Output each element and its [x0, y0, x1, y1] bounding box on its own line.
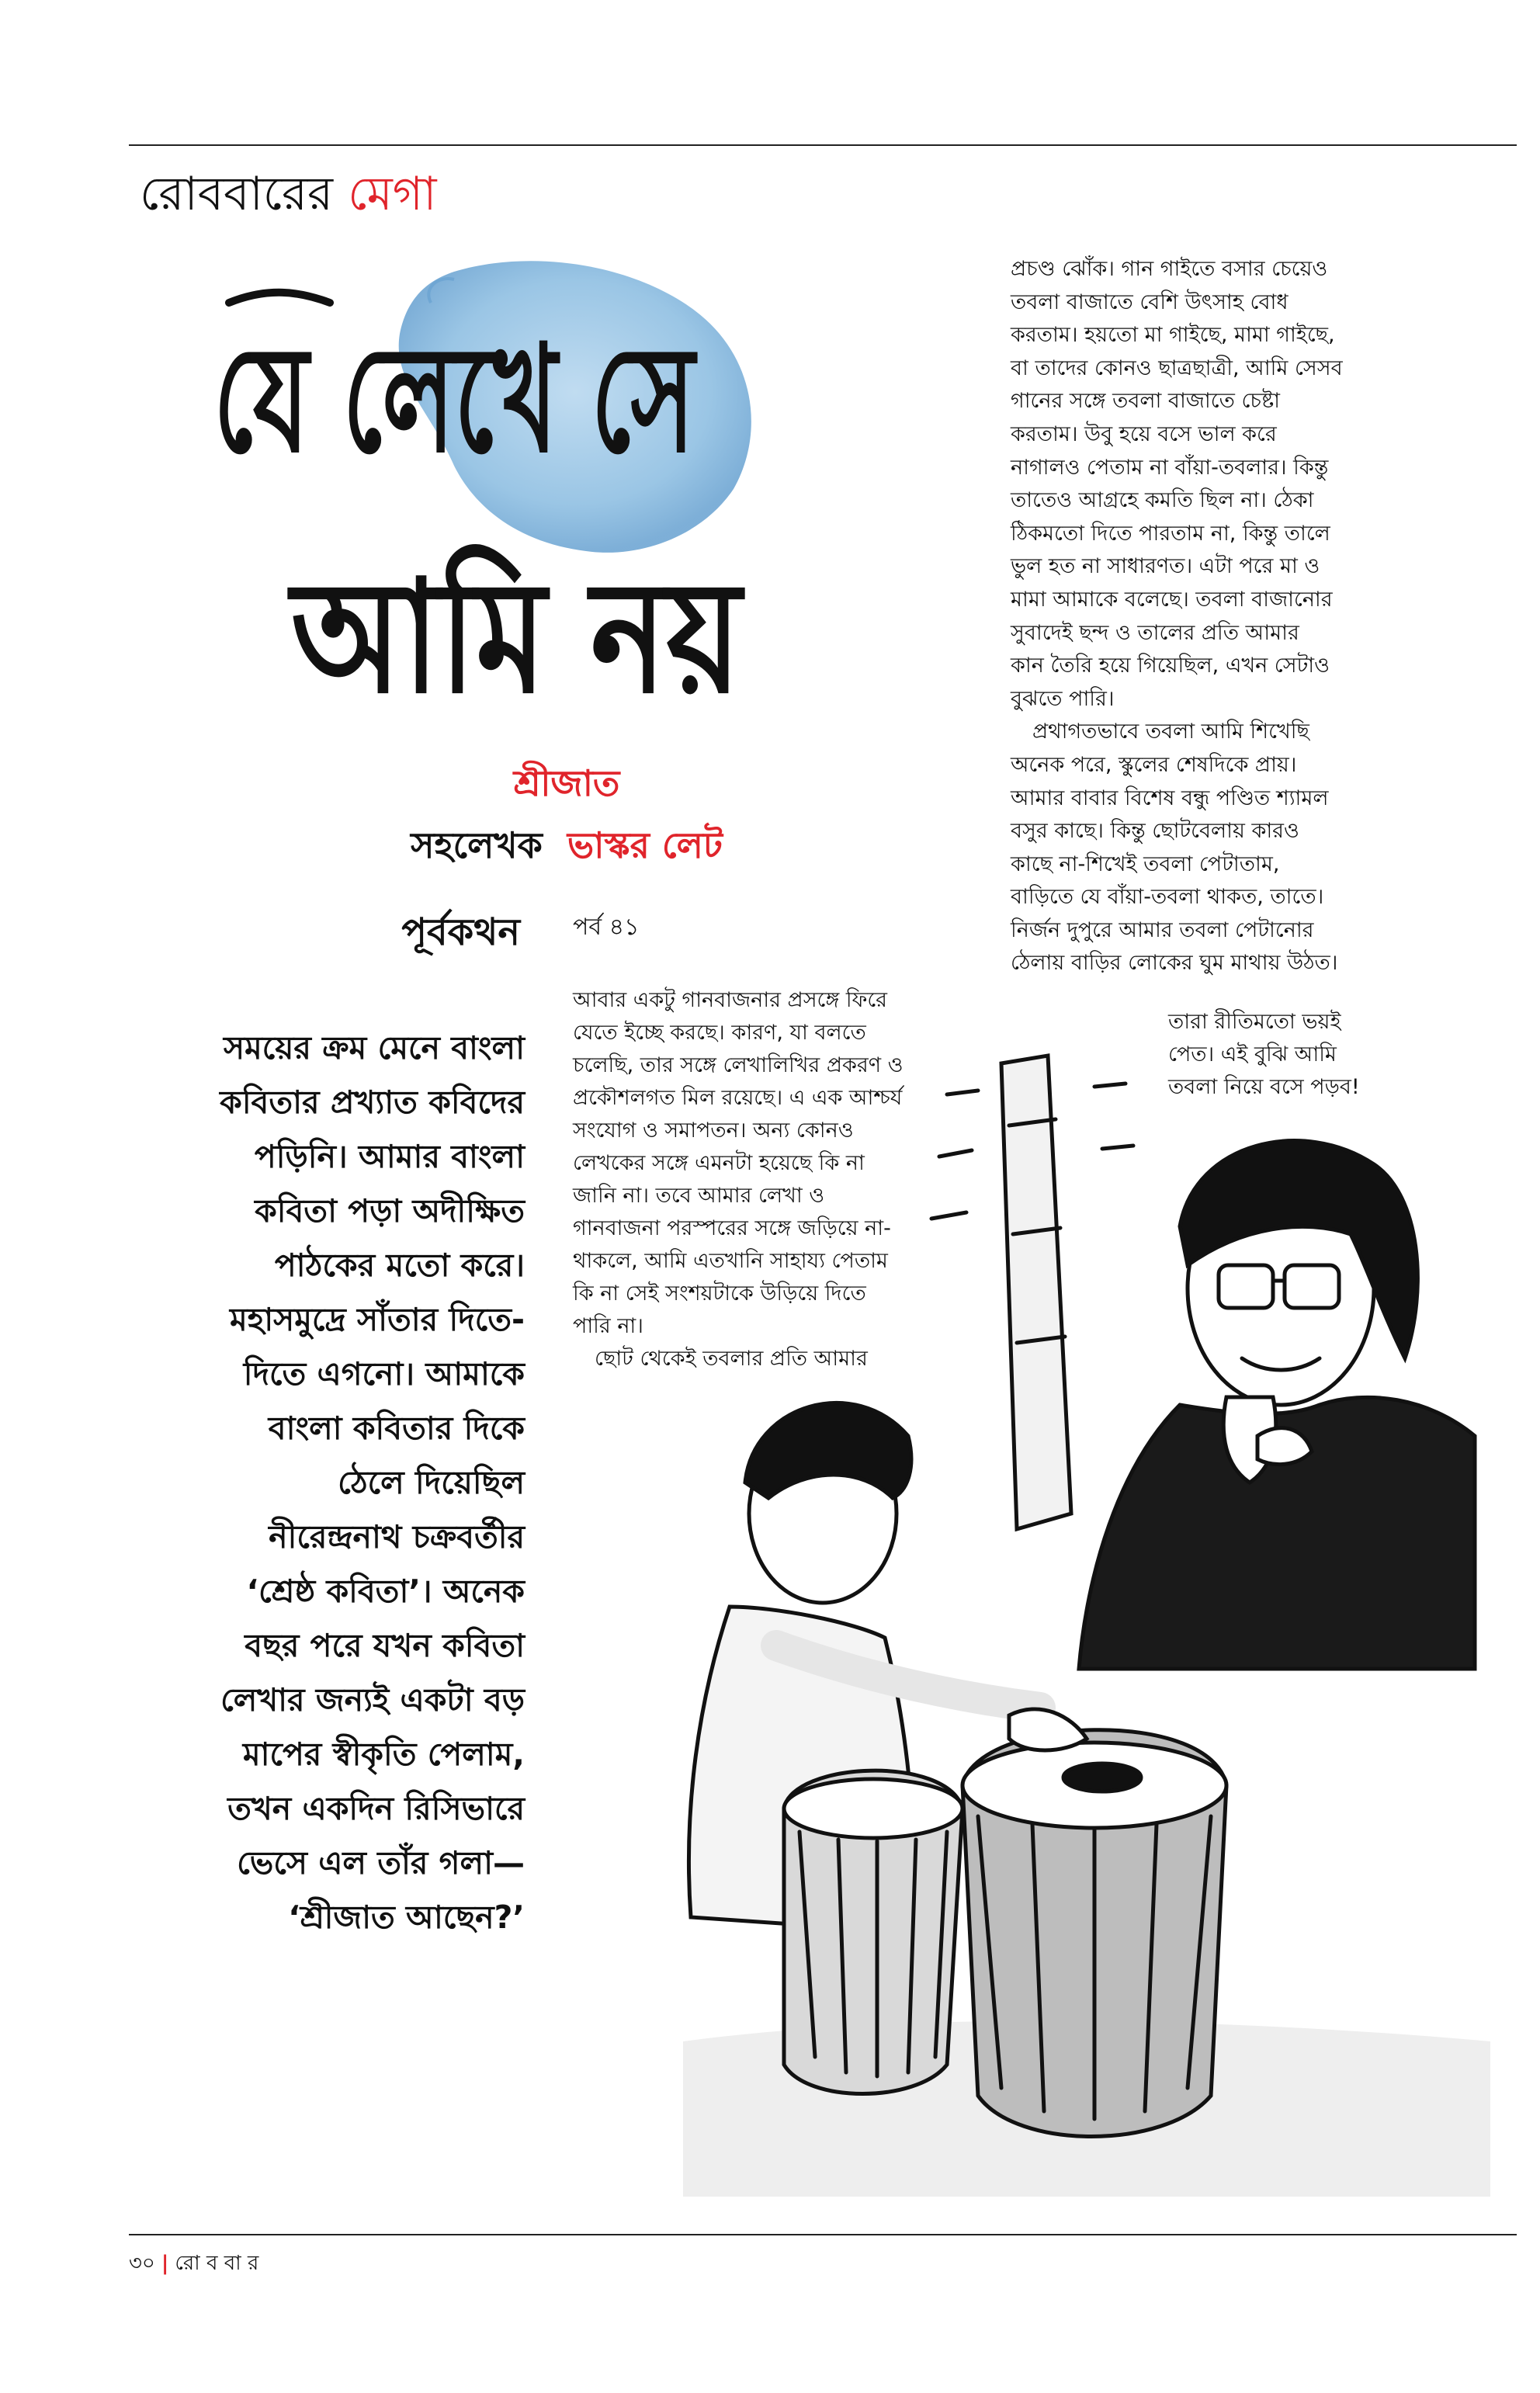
preface-body [137, 1021, 525, 1944]
coauthor-label: সহলেখক [411, 824, 543, 866]
column-b-line: ঠিকমতো দিতে পারতাম না, কিন্তু তালে [1011, 521, 1330, 546]
column-b [1011, 253, 1453, 980]
top-rule [129, 144, 1517, 146]
column-b-line: করতাম। হয়তো মা গাইছে, মামা গাইছে, [1011, 323, 1335, 348]
preface-line: ‘শ্রেষ্ঠ কবিতা’। অনেক [246, 1573, 525, 1610]
column-b-line: বাড়িতে যে বাঁয়া-তবলা থাকত, তাতে। [1011, 885, 1324, 910]
footer [129, 2247, 258, 2281]
column-b-line: বসুর কাছে। কিন্তু ছোটবেলায় কারও [1011, 819, 1299, 844]
column-b-line: তবলা বাজাতে বেশি উৎসাহ বোধ [1011, 290, 1289, 314]
column-c-line: পেত। এই বুঝি আমি [1168, 1042, 1337, 1066]
column-b-line: নাগালও পেতাম না বাঁয়া-তবলার। কিন্তু [1011, 455, 1329, 480]
preface-line: নীরেন্দ্রনাথ চক্রবর্তীর [269, 1518, 525, 1555]
preface-line: লেখার জন্যই একটা বড় [220, 1681, 525, 1718]
column-a-line: যেতে ইচ্ছে করছে। কারণ, যা বলতে [573, 1021, 866, 1045]
preface-line: সময়ের ক্রম মেনে বাংলা [223, 1029, 525, 1066]
preface-line: বাংলা কবিতার দিকে [268, 1410, 525, 1447]
preface-line: মহাসমুদ্রে সাঁতার দিতে- [229, 1301, 525, 1338]
preface-line: কবিতার প্রখ্যাত কবিদের [220, 1084, 525, 1121]
column-b-line: প্রথাগতভাবে তবলা আমি শিখেছি [1032, 720, 1309, 744]
column-a-line: জানি না। তবে আমার লেখা ও [573, 1184, 825, 1208]
column-c-line: তবলা নিয়ে বসে পড়ব! [1168, 1075, 1360, 1099]
footer-divider: | [161, 2252, 169, 2275]
preface-line: বছর পরে যখন কবিতা [245, 1627, 525, 1664]
column-b-line: কান তৈরি হয়ে গিয়েছিল, এখন সেটাও [1011, 654, 1330, 678]
column-b-line: আমার বাবার বিশেষ বন্ধু পণ্ডিত শ্যামল [1011, 786, 1329, 810]
author-name: শ্রীজাত [513, 762, 620, 804]
coauthor-line [342, 819, 792, 878]
column-b-line: বুঝতে পারি। [1011, 686, 1115, 711]
column-a-line: আবার একটু গানবাজনার প্রসঙ্গে ফিরে [573, 988, 888, 1012]
column-a-line: পারি না। [573, 1314, 643, 1338]
preface-line: তখন একদিন রিসিভারে [227, 1790, 525, 1827]
column-b-line: ভুল হত না সাধারণত। এটা পরে মা ও [1011, 554, 1320, 579]
column-a-line: সংযোগ ও সমাপতন। অন্য কোনও [573, 1118, 854, 1143]
episode-label: পর্ব ৪১ [573, 914, 640, 941]
preface-line: পাঠকের মতো করে। [274, 1247, 525, 1284]
column-a-line: কি না সেই সংশয়টাকে উড়িয়ে দিতে [573, 1281, 866, 1306]
page-number: ৩০ [129, 2252, 155, 2275]
section-prefix: রোববারের [140, 167, 334, 221]
column-b-line: ঠেলায় বাড়ির লোকের ঘুম মাথায় উঠত। [1011, 951, 1338, 976]
column-a-line: প্রকৌশলগত মিল রয়েছে। এ এক আশ্চর্য [573, 1086, 903, 1110]
column-a-line: ছোট থেকেই তবলার প্রতি আমার [595, 1347, 868, 1371]
title-line-2: আমি নয় [291, 546, 841, 728]
magazine-name: রো ব বা র [175, 2252, 259, 2275]
column-b-line: সুবাদেই ছন্দ ও তালের প্রতি আমার [1011, 620, 1299, 645]
preface-line: পড়িনি। আমার বাংলা [254, 1138, 525, 1175]
section-header [140, 166, 437, 222]
column-b-line: কাছে না-শিখেই তবলা পেটাতাম, [1011, 851, 1280, 876]
column-b-line: প্রচণ্ড ঝোঁক। গান গাইতে বসার চেয়েও [1011, 257, 1328, 281]
column-c-line: তারা রীতিমতো ভয়ই [1168, 1010, 1341, 1034]
bottom-rule [129, 2234, 1517, 2235]
column-b-line: বা তাদের কোনও ছাত্রছাত্রী, আমি সেসব [1011, 355, 1343, 380]
column-a-line: গানবাজনা পরস্পরের সঙ্গে জড়িয়ে না- [573, 1216, 891, 1240]
column-b-line: তাতেও আগ্রহে কমতি ছিল না। ঠেকা [1011, 488, 1314, 513]
preface-line: মাপের স্বীকৃতি পেলাম, [242, 1736, 525, 1773]
column-a-line: চলেছি, তার সঙ্গে লেখালিখির প্রকরণ ও [573, 1053, 904, 1077]
preface-heading: পূর্বকথন [401, 910, 520, 954]
column-a-line: লেখকের সঙ্গে এমনটা হয়েছে কি না [573, 1151, 865, 1175]
title-line-1: যে লেখে সে [213, 312, 698, 485]
preface-line: দিতে এগনো। আমাকে [243, 1355, 525, 1392]
column-b-line: গানের সঙ্গে তবলা বাজাতে চেষ্টা [1011, 389, 1280, 414]
column-c [1168, 1006, 1463, 1104]
column-b-line: অনেক পরে, স্কুলের শেষদিকে প্রায়। [1011, 752, 1297, 777]
preface-line: ‘শ্রীজাত আছেন?’ [288, 1899, 525, 1936]
title-artwork [198, 256, 841, 737]
column-b-line: মামা আমাকে বলেছে। তবলা বাজানোর [1011, 587, 1333, 612]
column-b-line: করতাম। উবু হয়ে বসে ভাল করে [1011, 421, 1277, 446]
preface-line: ভেসে এল তাঁর গলা— [237, 1844, 525, 1881]
preface-line: ঠেলে দিয়েছিল [338, 1464, 525, 1501]
preface-line: কবিতা পড়া অদীক্ষিত [255, 1192, 525, 1229]
column-a [573, 984, 992, 1375]
section-accent: মেগা [348, 167, 437, 221]
column-b-line: নির্জন দুপুরে আমার তবলা পেটানোর [1011, 917, 1314, 942]
column-a-line: থাকলে, আমি এতখানি সাহায্য পেতাম [573, 1249, 888, 1273]
coauthor-name: ভাস্কর লেট [567, 824, 723, 866]
